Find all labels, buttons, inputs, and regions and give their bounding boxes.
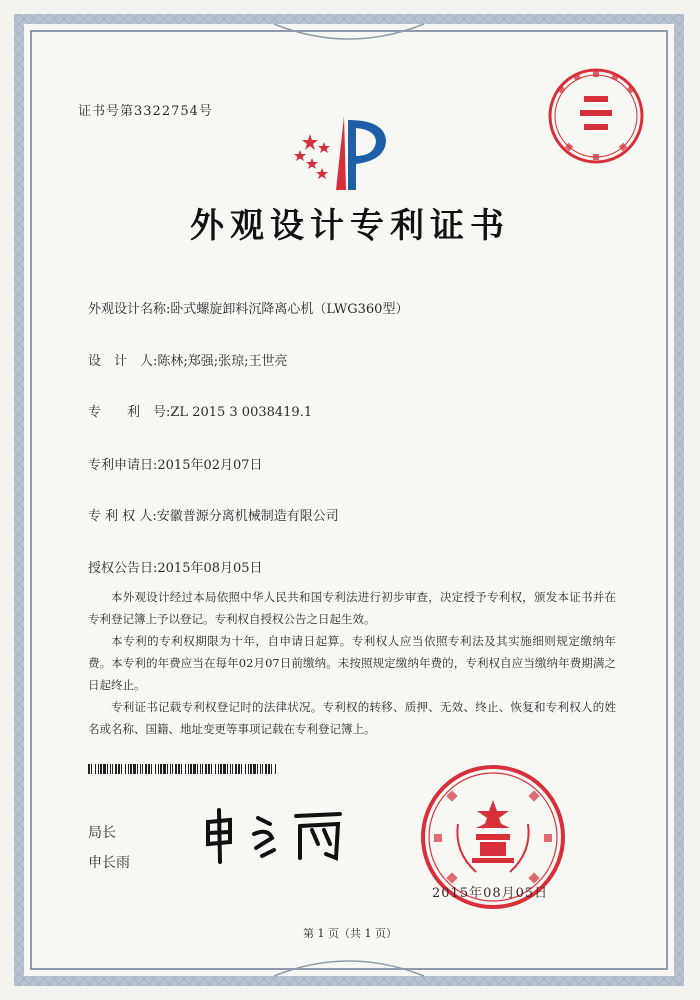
barcode-bar: [275, 764, 276, 774]
barcode-bar: [167, 764, 168, 774]
barcode-bar: [175, 764, 177, 774]
barcode-bar: [151, 764, 152, 774]
barcode-bar: [235, 764, 237, 774]
barcode-bar: [200, 764, 201, 774]
field-label: 专利申请日:: [88, 458, 158, 473]
barcode-bar: [185, 764, 186, 774]
barcode-bar: [268, 764, 270, 774]
barcode-bar: [170, 764, 171, 774]
barcode-bar: [265, 764, 267, 774]
field-patent-number: [88, 401, 312, 420]
page-title: 外观设计专利证书: [190, 206, 510, 246]
barcode-bar: [260, 764, 261, 774]
body-paragraph: 本外观设计经过本局依照中华人民共和国专利法进行初步审查，决定授予专利权，颁发本证书并在专利登记簿上予以登记。专利权自授权公告之日起生效。: [88, 590, 616, 626]
seal-date: 2015年08月05日: [432, 886, 549, 901]
barcode-bar: [130, 764, 132, 774]
field-value: 2015年02月07日: [157, 458, 263, 473]
field-value: 陈林;郑强;张琼;王世亮: [157, 354, 288, 369]
field-design-name: [88, 298, 408, 317]
barcode-bar: [238, 764, 240, 774]
barcode-bar: [125, 764, 126, 774]
barcode-bar: [253, 764, 256, 774]
field-value: ZL 2015 3 0038419.1: [170, 405, 313, 420]
barcode-bar: [215, 764, 216, 774]
barcode-bar: [250, 764, 252, 774]
barcode-bar: [100, 764, 102, 774]
barcode-bar: [121, 764, 122, 774]
field-grant-date: [88, 557, 263, 576]
barcode-bar: [112, 764, 113, 774]
director-title: 局长: [88, 825, 116, 841]
barcode-bar: [181, 764, 182, 774]
field-patentee: [88, 505, 339, 524]
field-label: 设 计 人:: [88, 354, 158, 369]
field-label: 授权公告日:: [88, 561, 158, 576]
director-signature: [200, 800, 350, 870]
barcode-bar: [257, 764, 258, 774]
barcode-bar: [197, 764, 198, 774]
barcode-bar: [227, 764, 228, 774]
body-paragraph: 专利证书记载专利权登记时的法律状况。专利权的转移、质押、无效、终止、恢复和专利权人的姓名或名称、国籍、地址变更等事项记载在专利登记簿上。: [88, 700, 616, 736]
barcode-bar: [211, 764, 212, 774]
barcode-bar: [232, 764, 233, 774]
barcode-bar: [128, 764, 129, 774]
barcode-bar: [178, 764, 180, 774]
barcode-bar: [220, 764, 222, 774]
field-designer: [88, 350, 288, 369]
barcode-bar: [163, 764, 166, 774]
barcode-bar: [95, 764, 96, 774]
field-label: 外观设计名称:: [88, 302, 171, 317]
barcode-bar: [245, 764, 246, 774]
barcode-bar: [202, 764, 203, 774]
barcode-bar: [230, 764, 231, 774]
barcode-bar: [148, 764, 150, 774]
barcode-bar: [158, 764, 159, 774]
field-application-date: [88, 454, 263, 473]
certificate-body: [88, 586, 616, 740]
barcode-bar: [223, 764, 226, 774]
field-value: 安徽普源分离机械制造有限公司: [156, 509, 339, 524]
barcode-bar: [241, 764, 242, 774]
barcode-bar: [172, 764, 173, 774]
barcode-bar: [133, 764, 136, 774]
barcode-bar: [160, 764, 162, 774]
barcode-bar: [145, 764, 147, 774]
barcode-bar: [188, 764, 189, 774]
barcode-bar: [262, 764, 263, 774]
barcode-bar: [142, 764, 143, 774]
barcode-bar: [155, 764, 156, 774]
field-value: 2015年08月05日: [157, 561, 263, 576]
body-paragraph: 本专利的专利权期限为十年，自申请日起算。专利权人应当依照专利法及其实施细则规定缴纳年费。本专利的年费应当在每年02月07日前缴纳。未按照规定缴纳年费的，专利权自应当缴纳年费期满之日起终止。: [88, 634, 616, 692]
barcode-bar: [205, 764, 207, 774]
barcode-bar: [115, 764, 117, 774]
field-value: 卧式螺旋卸料沉降离心机（LWG360型）: [170, 302, 409, 317]
page-number: 第 1 页（共 1 页）: [303, 927, 397, 940]
barcode-bar: [137, 764, 138, 774]
barcode-bar: [271, 764, 272, 774]
barcode-bar: [107, 764, 108, 774]
barcode: [88, 764, 278, 774]
patent-office-logo-icon: [288, 112, 398, 192]
barcode-bar: [140, 764, 141, 774]
field-label: 专 利 权 人:: [88, 509, 157, 524]
field-label: 专 利 号:: [88, 405, 171, 420]
barcode-bar: [193, 764, 196, 774]
tax-stamp-seal: [546, 66, 646, 166]
director-name: 申长雨: [88, 855, 130, 871]
barcode-bar: [218, 764, 219, 774]
barcode-bar: [118, 764, 120, 774]
barcode-bar: [103, 764, 106, 774]
barcode-bar: [248, 764, 249, 774]
barcode-bar: [190, 764, 192, 774]
certificate-number: 证书号第3322754号: [78, 104, 213, 119]
barcode-bar: [88, 764, 90, 774]
barcode-bar: [208, 764, 210, 774]
barcode-bar: [91, 764, 92, 774]
barcode-bar: [98, 764, 99, 774]
barcode-bar: [110, 764, 111, 774]
